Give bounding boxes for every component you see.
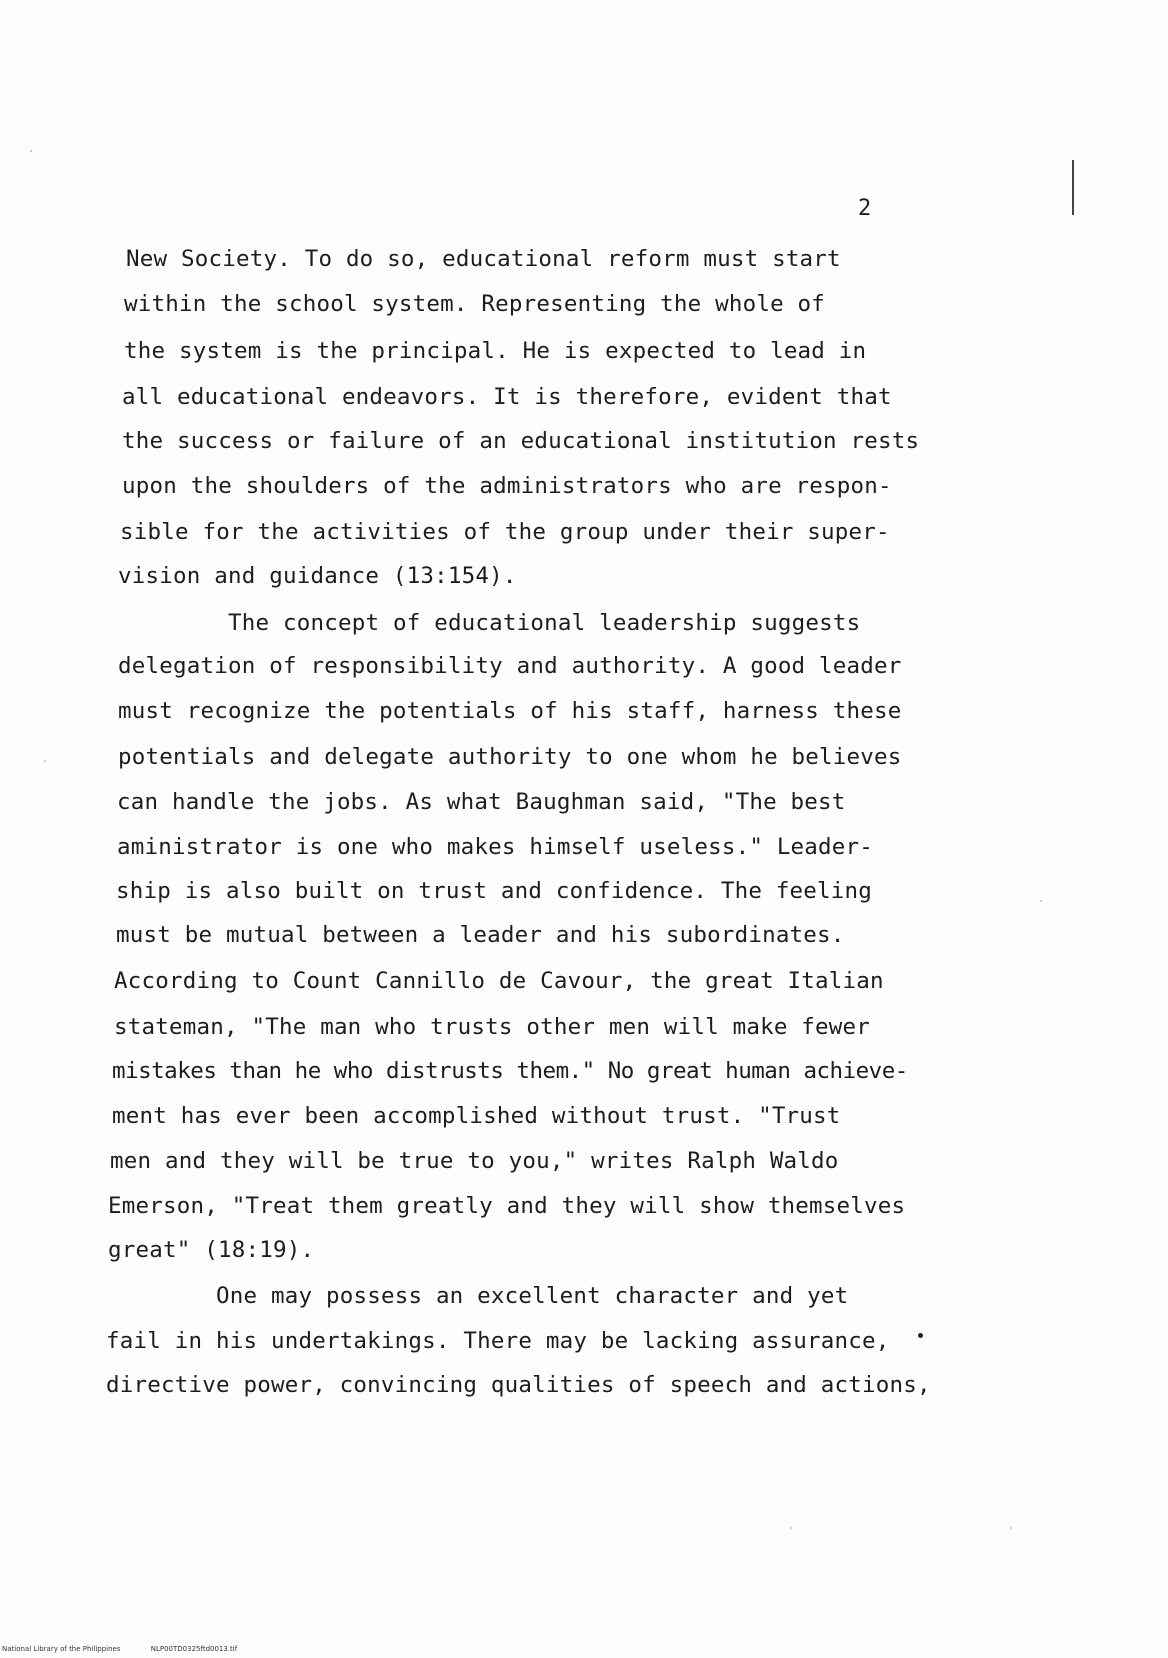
text-line: According to Count Cannillo de Cavour, the great Italian <box>114 968 884 994</box>
text-line: delegation of responsibility and authority. A good leader <box>118 653 902 679</box>
text-line: all educational endeavors. It is therefore, evident that <box>122 384 892 410</box>
scan-speck <box>30 150 32 152</box>
text-line: upon the shoulders of the administrators who are respon- <box>122 473 892 499</box>
page-number: 2 <box>858 196 872 221</box>
scan-speck <box>790 1527 792 1529</box>
text-line: potentials and delegate authority to one whom he believes <box>118 744 902 770</box>
scan-speck <box>44 760 46 762</box>
text-line: can handle the jobs. As what Baughman said, "The best <box>117 789 846 815</box>
text-line: the success or failure of an educational institution rests <box>122 428 920 454</box>
text-line: One may possess an excellent character and yet <box>216 1283 849 1309</box>
scan-footer <box>2 1645 265 1653</box>
text-line: the system is the principal. He is expected to lead in <box>124 338 867 364</box>
footer-library: National Library of the Philippines <box>2 1645 121 1653</box>
text-line: aministrator is one who makes himself useless." Leader- <box>117 834 874 860</box>
text-line: men and they will be true to you," writes Ralph Waldo <box>110 1148 839 1174</box>
text-line: ship is also built on trust and confidence. The feeling <box>116 878 873 904</box>
text-line: stateman, "The man who trusts other men will make fewer <box>114 1014 871 1040</box>
text-line: ment has ever been accomplished without trust. "Trust <box>112 1103 841 1129</box>
text-line: sible for the activities of the group under their super- <box>120 519 890 545</box>
text-line: mistakes than he who distrusts them." No great human achieve- <box>112 1058 908 1084</box>
text-line: must be mutual between a leader and his subordinates. <box>116 922 845 948</box>
text-line: directive power, convincing qualities of speech and actions, <box>106 1372 931 1398</box>
footer-file-id: NLP00TD0325ftd0013.tif <box>150 1645 238 1653</box>
text-line: within the school system. Representing the whole of <box>124 291 826 317</box>
text-line: vision and guidance (13:154). <box>118 563 517 589</box>
text-line: New Society. To do so, educational reform must start <box>126 246 841 272</box>
text-line: fail in his undertakings. There may be lacking assurance, <box>106 1328 890 1354</box>
margin-mark <box>1072 160 1074 215</box>
text-line: great" (18:19). <box>108 1237 315 1263</box>
text-line: must recognize the potentials of his staff, harness these <box>118 698 902 724</box>
text-line: The concept of educational leadership suggests <box>228 610 861 636</box>
scan-speck <box>1040 900 1042 902</box>
ink-dot <box>918 1333 923 1338</box>
text-line: Emerson, "Treat them greatly and they will show themselves <box>108 1193 906 1219</box>
scan-speck <box>1010 1527 1012 1529</box>
